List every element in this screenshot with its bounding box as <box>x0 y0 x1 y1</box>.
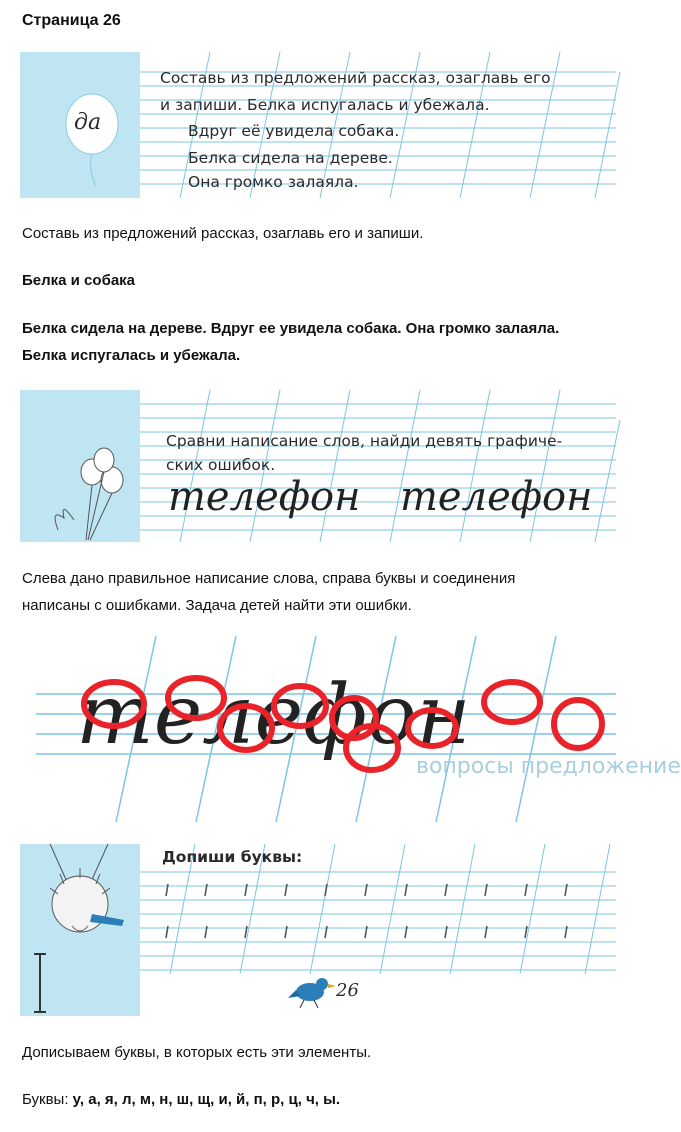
explain-2-line-2: написаны с ошибками. Задача детей найти эти ошибки. <box>22 597 412 614</box>
page-heading: Страница 26 <box>22 12 121 29</box>
task-line-1: Сравни написание слов, найди девять графиче- <box>166 432 563 450</box>
answer-1-instruction: Составь из предложений рассказ, озаглавь его и запиши. <box>22 225 424 242</box>
balloon-caption: да <box>74 110 102 135</box>
sentence-3: Она громко залаяла. <box>188 173 359 191</box>
explain-2-line-1: Слева дано правильное написание слова, справа буквы и соединения <box>22 570 516 587</box>
task-text: Допиши буквы: <box>162 848 303 866</box>
task-line-2: ских ошибок. <box>166 456 276 474</box>
task-line-2: и запиши. Белка испугалась и убежала. <box>160 96 490 114</box>
error-zoom-panel <box>36 636 681 822</box>
side-illustration-strip <box>20 390 140 542</box>
sentence-1: Вдруг её увидела собака. <box>188 122 400 140</box>
zoom-background-text: вопросы предложение <box>416 754 681 779</box>
exercise-3-panel <box>20 844 616 1016</box>
word-correct: телефон <box>168 474 361 520</box>
task-line-1: Составь из предложений рассказ, озаглавь его <box>160 69 551 87</box>
bird-mascot-icon <box>20 844 616 1016</box>
exercise-2-panel <box>20 390 616 542</box>
letters-list: у, а, я, л, м, н, ш, щ, и, й, п, р, ц, ч, ы. <box>72 1091 341 1108</box>
letters-line <box>22 1087 340 1113</box>
side-illustration-strip <box>20 52 140 198</box>
story-line-1: Белка сидела на дереве. Вдруг ее увидела собака. Она громко залаяла. <box>22 320 560 337</box>
zoomed-word: телефон <box>76 668 471 763</box>
answer-3-instruction: Дописываем буквы, в которых есть эти элементы. <box>22 1044 372 1061</box>
letters-label: Буквы: <box>22 1091 69 1108</box>
sentence-2: Белка сидела на дереве. <box>188 149 393 167</box>
page-number: 26 <box>336 980 359 1001</box>
word-wrong: телефон <box>400 474 593 520</box>
exercise-1-panel <box>20 52 616 198</box>
error-circles <box>36 636 616 822</box>
story-title: Белка и собака <box>22 272 136 289</box>
balloons-icon <box>20 390 140 542</box>
story-line-2: Белка испугалась и убежала. <box>22 347 241 364</box>
